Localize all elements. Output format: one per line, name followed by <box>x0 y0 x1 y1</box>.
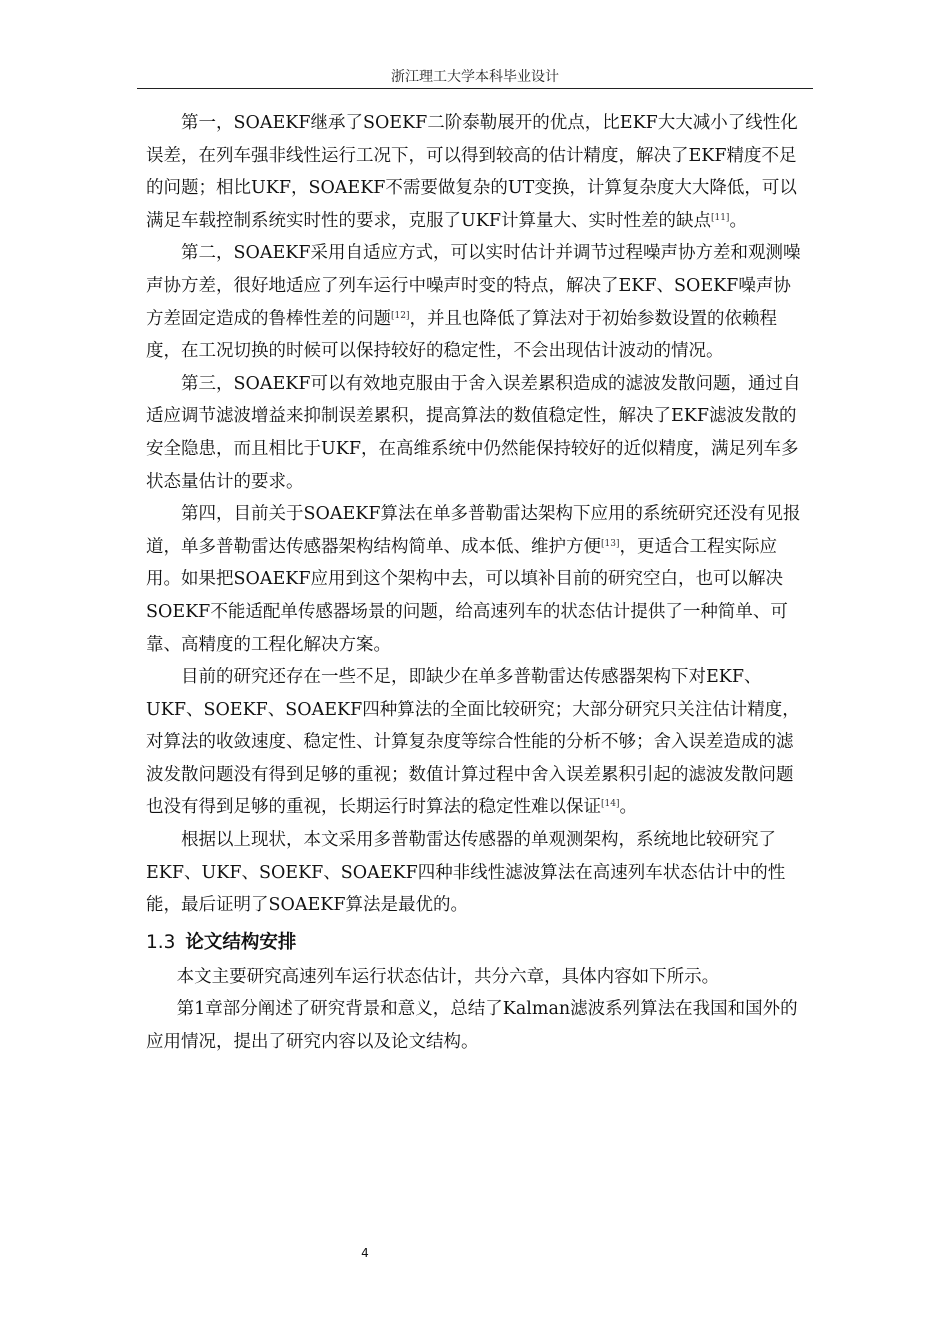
paragraph-4 <box>146 498 808 661</box>
section-number: 1.3 <box>146 931 176 953</box>
paragraph-tail: 。 <box>619 797 637 818</box>
section-heading <box>146 926 808 959</box>
citation: [14] <box>601 799 620 810</box>
paragraph-tail: 。 <box>729 210 747 231</box>
header-title: 浙江理工大学本科毕业设计 <box>391 69 559 85</box>
paragraph-text: 目前的研究还存在一些不足，即缺少在单多普勒雷达传感器架构下对EKF、UKF、SOEKF、SOAEKF四种算法的全面比较研究；大部分研究只关注估计精度，对算法的收敛速度、稳定性、计算复杂度等综合性能的分析不够；舍入误差造成的滤波发散问题没有得到足够的重视；数值计算过程中舍入误差累积引起的滤波发散问题也没有得到足够的重视，长期运行时算法的稳定性难以保证 <box>146 667 800 818</box>
paragraph-text: 第四，目前关于SOAEKF算法在单多普勒雷达架构下应用的系统研究还没有见报道，单多普勒雷达传感器架构结构简单、成本低、维护方便 <box>146 504 801 557</box>
paragraph-text: 第一，SOAEKF继承了SOEKF二阶泰勒展开的优点，比EKF大大减小了线性化误差，在列车强非线性运行工况下，可以得到较高的估计精度，解决了EKF精度不足的问题；相比UKF，SOAEKF不需要做复杂的UT变换，计算复杂度大大降低，可以满足车载控制系统实时性的要求，克服了UKF计算量大、实时性差的缺点 <box>146 113 798 231</box>
paragraph-text: 第二，SOAEKF采用自适应方式，可以实时估计并调节过程噪声协方差和观测噪声协方差，很好地适应了列车运行中噪声时变的特点，解决了EKF、SOEKF噪声协方差固定造成的鲁棒性差的问题 <box>146 243 801 329</box>
paragraph-1 <box>146 107 808 237</box>
paragraph-text: 第三，SOAEKF可以有效地克服由于舍入误差累积造成的滤波发散问题，通过自适应调节滤波增益来抑制误差累积，提高算法的数值稳定性，解决了EKF滤波发散的安全隐患，而且相比于UKF，在高维系统中仍然能保持较好的近似精度，满足列车多状态量估计的要求。 <box>146 373 801 492</box>
section-paragraph-1 <box>146 961 808 994</box>
citation: [12] <box>391 310 410 321</box>
paragraph-3 <box>146 368 808 498</box>
section-title: 论文结构安排 <box>185 931 297 953</box>
paragraph-5 <box>146 661 808 824</box>
page-header <box>137 66 813 89</box>
paragraph-text: 本文主要研究高速列车运行状态估计，共分六章，具体内容如下所示。 <box>176 966 720 987</box>
section-paragraph-2 <box>146 993 808 1058</box>
page-number <box>0 1246 730 1260</box>
main-body <box>146 107 808 1059</box>
paragraph-tail: ，更适合工程实际应用。如果把SOAEKF应用到这个架构中去，可以填补目前的研究空白，也可以解决SOEKF不能适配单传感器场景的问题，给高速列车的状态估计提供了一种简单、可靠、高精度的工程化解决方案。 <box>146 536 788 655</box>
paragraph-tail: ，并且也降低了算法对于初始参数设置的依赖程度，在工况切换的时候可以保持较好的稳定性，不会出现估计波动的情况。 <box>146 308 777 362</box>
paragraph-6 <box>146 824 808 922</box>
paragraph-text: 根据以上现状，本文采用多普勒雷达传感器的单观测架构，系统地比较研究了EKF、UKF、SOEKF、SOAEKF四种非线性滤波算法在高速列车状态估计中的性能，最后证明了SOAEKF算法是最优的。 <box>146 830 786 916</box>
citation: [11] <box>710 212 730 223</box>
paragraph-2 <box>146 237 808 367</box>
citation: [13] <box>601 538 620 549</box>
page-number-text: 4 <box>361 1246 369 1260</box>
paragraph-text: 第1章部分阐述了研究背景和意义，总结了Kalman滤波系列算法在我国和国外的应用情况，提出了研究内容以及论文结构。 <box>146 999 798 1053</box>
